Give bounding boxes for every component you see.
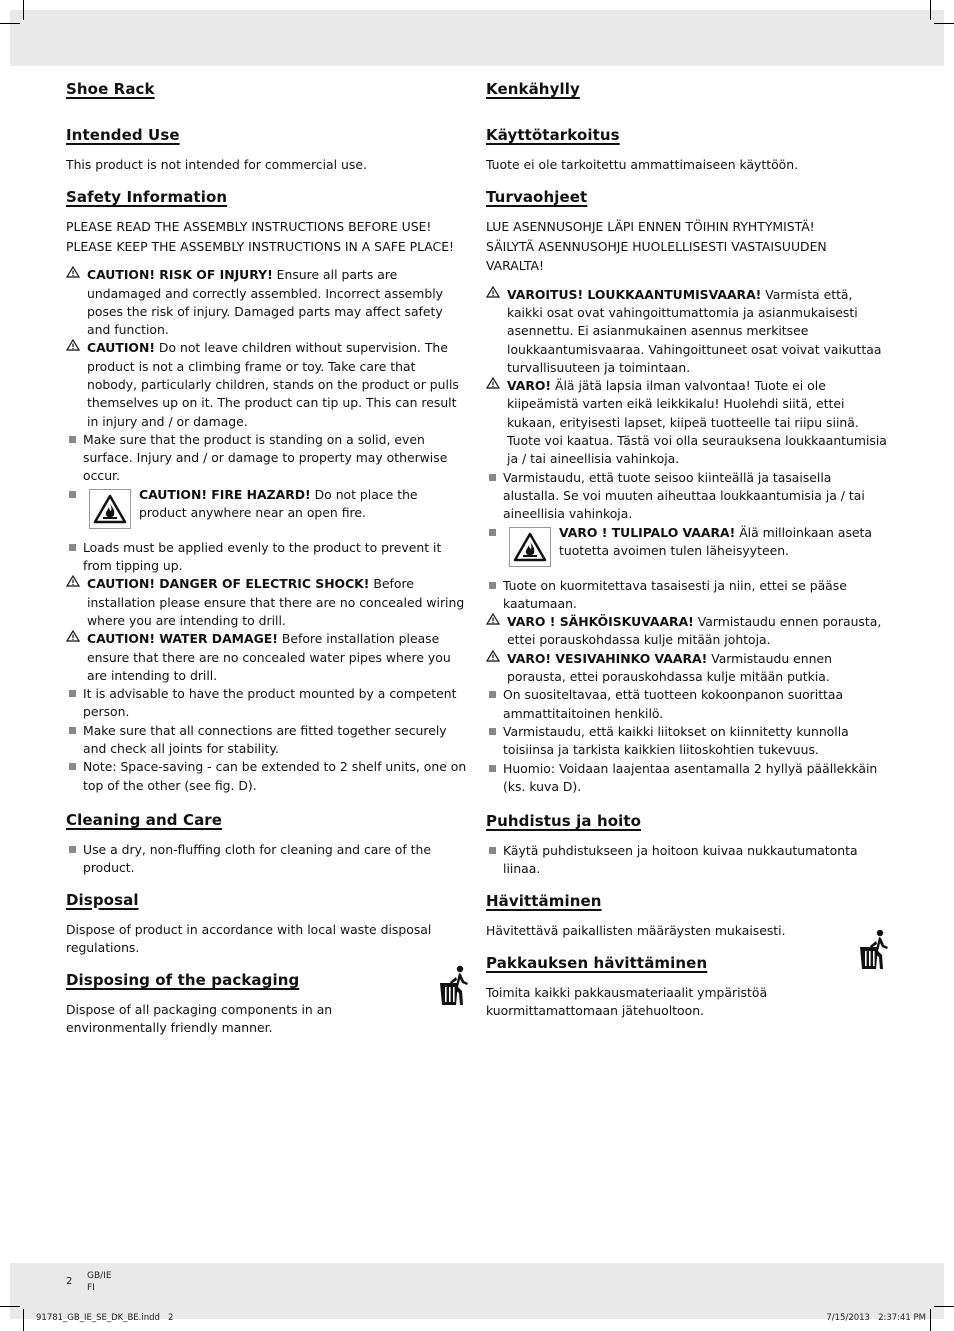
bullet-square-icon <box>69 544 76 551</box>
footer-band <box>10 1263 944 1319</box>
footer-lang: GB/IE FI <box>87 1271 112 1293</box>
safety-item: VAROITUS! LOUKKAANTUMISVAARA! Varmista että, kaikki osat ovat vahingoittumattomia ja asianmukaisesti asennettu. Ei asianmukainen asennus merkitsee loukkaantumisvaaraa. Vahingoittuneet osat voivat vaikuttaa turvallisuuteen ja toimintaan. <box>486 286 888 377</box>
safety-item: CAUTION! WATER DAMAGE! Before installation please ensure that there are no concealed water pipes where you are intending to drill. <box>66 630 468 685</box>
footer-timestamp: 7/15/2013 2:37:41 PM <box>826 1313 926 1323</box>
safety-item: On suositeltavaa, että tuotteen kokoonpanon suorittaa ammattitaitoinen henkilö. <box>486 686 888 723</box>
trash-bin-icon <box>438 965 470 1007</box>
bullet-square-icon <box>489 765 496 772</box>
safety-item: Loads must be applied evenly to the product to prevent it from tipping up. <box>66 539 468 576</box>
bullet-square-icon <box>489 474 496 481</box>
safety-item: Note: Space-saving - can be extended to 2 shelf units, one on top of the other (see fig. D). <box>66 758 468 795</box>
disposal-text: Hävitettävä paikallisten määräysten mukaisesti. <box>486 922 786 938</box>
trash-bin-icon <box>858 929 890 971</box>
bullet-square-icon <box>489 582 496 589</box>
crop-mark <box>0 23 20 24</box>
safety-item: Varmistaudu, että kaikki liitokset on kiinnitetty kunnolla toisiinsa ja tarkista kaikkien liitoskohtien tukevuus. <box>486 723 888 760</box>
safety-item: Varmistaudu, että tuote seisoo kiinteällä ja tasaisella alustalla. Se voi muuten aiheuttaa loukkaantumisia ja / tai aineellisia vahinkoja. <box>486 469 888 524</box>
bullet-square-icon <box>69 491 76 498</box>
bullet-square-icon <box>69 727 76 734</box>
header-band <box>10 10 944 66</box>
fire-hazard-icon <box>89 489 131 529</box>
finnish-column <box>486 80 888 1020</box>
product-title: Kenkähylly <box>486 80 580 98</box>
footer-filename: 91781_GB_IE_SE_DK_BE.indd 2 <box>36 1313 174 1323</box>
crop-mark <box>934 23 954 24</box>
crop-mark <box>930 0 931 20</box>
bullet-square-icon <box>69 436 76 443</box>
warning-triangle-icon <box>66 630 84 648</box>
safety-item: CAUTION! RISK OF INJURY! Ensure all parts are undamaged and correctly assembled. Incorrect assembly poses the risk of injury. Damaged parts may affect safety and function. <box>66 266 468 339</box>
warning-triangle-icon <box>66 575 84 593</box>
safety-item: Make sure that all connections are fitted together securely and check all joints for stability. <box>66 722 468 759</box>
heading-safety: Safety Information <box>66 188 228 207</box>
heading-safety: Turvaohjeet <box>486 188 588 207</box>
safety-item: CAUTION! DANGER OF ELECTRIC SHOCK! Before installation please ensure that there are no concealed wiring where you are intending to drill. <box>66 575 468 630</box>
safety-caps: LUE ASENNUSOHJE LÄPI ENNEN TÖIHIN RYHTYMISTÄ! SÄILYTÄ ASENNUSOHJE HUOLELLISESTI VASTAISUUDEN VARALTA! <box>486 219 827 274</box>
crop-mark <box>23 1309 24 1331</box>
crop-mark <box>934 1306 954 1307</box>
packaging-text: Dispose of all packaging components in an environmentally friendly manner. <box>66 1001 333 1036</box>
safety-caps: PLEASE READ THE ASSEMBLY INSTRUCTIONS BEFORE USE! PLEASE KEEP THE ASSEMBLY INSTRUCTIONS IN A SAFE PLACE! <box>66 219 454 254</box>
warning-triangle-icon <box>66 339 84 357</box>
bullet-square-icon <box>69 690 76 697</box>
heading-cleaning: Puhdistus ja hoito <box>486 812 642 831</box>
safety-item: CAUTION! Do not leave children without supervision. The product is not a climbing frame or toy. Take care that nobody, particularly children, stands on the product or pulls themselves up on it. The product can tip up. This can result in injury and / or damage. <box>66 339 468 430</box>
crop-mark <box>930 1309 931 1331</box>
safety-item: VARO! VESIVAHINKO VAARA! Varmistaudu ennen porausta, ettei porauskohdassa kulje mitään putkia. <box>486 650 888 687</box>
bullet-square-icon <box>489 691 496 698</box>
product-title: Shoe Rack <box>66 80 155 98</box>
fire-hazard-icon <box>509 527 551 567</box>
warning-triangle-icon <box>486 613 504 631</box>
heading-disposal: Disposal <box>66 890 139 909</box>
safety-item: VARO! Älä jätä lapsia ilman valvontaa! Tuote ei ole kiipeämistä varten eikä leikkikalu! Huolehdi siitä, ettei kukaan, erityisesti lapset, kiipeä tuotteelle tai riipu siinä. Tuote voi kaatua. Tästä voi olla seurauksena loukkaantumisia ja / tai aineellisia vahinkoja. <box>486 377 888 468</box>
crop-mark <box>0 1306 20 1307</box>
warning-triangle-icon <box>486 650 504 668</box>
safety-list <box>66 266 468 795</box>
safety-item-fire: CAUTION! FIRE HAZARD! Do not place the product anywhere near an open fire. <box>66 486 468 534</box>
heading-disposal: Hävittäminen <box>486 891 602 910</box>
bullet-square-icon <box>69 846 76 853</box>
safety-item: Tuote on kuormitettava tasaisesti ja niin, ettei se pääse kaatumaan. <box>486 577 888 614</box>
page-number: 2 <box>66 1276 73 1287</box>
bullet-square-icon <box>489 529 496 536</box>
safety-item: It is advisable to have the product mounted by a competent person. <box>66 685 468 722</box>
packaging-text: Toimita kaikki pakkausmateriaalit ympäristöä kuormittamattomaan jätehuoltoon. <box>486 984 768 1019</box>
bullet-square-icon <box>69 763 76 770</box>
safety-item: Huomio: Voidaan laajentaa asentamalla 2 hyllyä päällekkäin (ks. kuva D). <box>486 760 888 797</box>
safety-item-fire: VARO ! TULIPALO VAARA! Älä milloinkaan aseta tuotetta avoimen tulen läheisyyteen. <box>486 524 888 572</box>
warning-triangle-icon <box>486 286 504 304</box>
intended-use-text: Tuote ei ole tarkoitettu ammattimaiseen käyttöön. <box>486 157 799 172</box>
warning-triangle-icon <box>66 266 84 284</box>
intended-use-text: This product is not intended for commercial use. <box>66 157 367 172</box>
disposal-text: Dispose of product in accordance with local waste disposal regulations. <box>66 921 432 955</box>
cleaning-item: Käytä puhdistukseen ja hoitoon kuivaa nukkautumatonta liinaa. <box>486 842 888 879</box>
warning-triangle-icon <box>486 377 504 395</box>
heading-packaging: Pakkauksen hävittäminen <box>486 953 708 972</box>
safety-item: VARO ! SÄHKÖISKUVAARA! Varmistaudu ennen porausta, ettei porauskohdassa kulje mitään johtoja. <box>486 613 888 650</box>
bullet-square-icon <box>489 847 496 854</box>
cleaning-item: Use a dry, non-fluffing cloth for cleaning and care of the product. <box>66 841 468 878</box>
heading-packaging: Disposing of the packaging <box>66 970 300 989</box>
english-column <box>66 80 468 1037</box>
safety-list <box>486 286 888 796</box>
crop-mark <box>23 0 24 20</box>
heading-cleaning: Cleaning and Care <box>66 810 223 829</box>
safety-item: Make sure that the product is standing on a solid, even surface. Injury and / or damage to property may otherwise occur. <box>66 431 468 486</box>
bullet-square-icon <box>489 728 496 735</box>
heading-intended-use: Intended Use <box>66 126 180 144</box>
heading-intended-use: Käyttötarkoitus <box>486 126 620 144</box>
